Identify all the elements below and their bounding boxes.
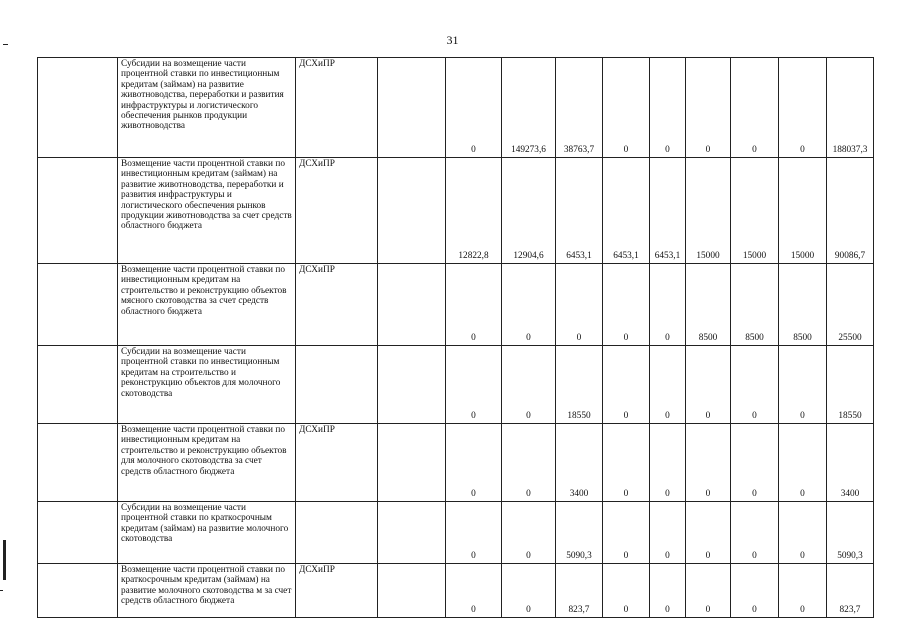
blank-cell (378, 424, 446, 502)
total-value-cell: 3400 (827, 424, 874, 502)
value-cell: 0 (731, 58, 779, 158)
blank-cell (38, 502, 118, 564)
value-cell: 5090,3 (556, 502, 603, 564)
blank-cell (38, 58, 118, 158)
blank-cell (378, 264, 446, 346)
value-cell: 12822,8 (446, 158, 502, 264)
value-cell: 0 (650, 424, 686, 502)
value-cell: 0 (731, 346, 779, 424)
description-cell: Возмещение части процентной ставки по краткосрочным кредитам (займам) на развитие молочного скотоводства м за счет средств областного бюджета (118, 564, 296, 618)
value-cell: 12904,6 (502, 158, 556, 264)
value-cell: 0 (779, 58, 827, 158)
organization-cell: ДСХиПР (296, 564, 378, 618)
value-cell: 0 (502, 264, 556, 346)
value-cell: 0 (446, 264, 502, 346)
value-cell: 6453,1 (603, 158, 650, 264)
value-cell: 8500 (686, 264, 731, 346)
total-value-cell: 25500 (827, 264, 874, 346)
blank-cell (38, 158, 118, 264)
value-cell: 0 (650, 264, 686, 346)
total-value-cell: 5090,3 (827, 502, 874, 564)
blank-cell (38, 346, 118, 424)
blank-cell (378, 564, 446, 618)
value-cell: 8500 (779, 264, 827, 346)
scan-mark (3, 44, 8, 45)
value-cell: 0 (686, 564, 731, 618)
organization-cell (296, 346, 378, 424)
blank-cell (38, 264, 118, 346)
total-value-cell: 18550 (827, 346, 874, 424)
total-value-cell: 90086,7 (827, 158, 874, 264)
blank-cell (378, 58, 446, 158)
value-cell: 15000 (731, 158, 779, 264)
value-cell: 0 (686, 346, 731, 424)
organization-cell: ДСХиПР (296, 264, 378, 346)
page-number: 31 (446, 33, 459, 47)
blank-cell (378, 346, 446, 424)
organization-cell: ДСХиПР (296, 424, 378, 502)
description-cell: Субсидии на возмещение части процентной ставки по инвестиционным кредитам (займам) на развитие животноводства, переработки и развития инфраструктуры и логистического обеспечения рынков продукции животноводства (118, 58, 296, 158)
value-cell: 0 (603, 346, 650, 424)
table-row (38, 158, 874, 264)
value-cell: 0 (650, 346, 686, 424)
value-cell: 0 (603, 424, 650, 502)
value-cell: 0 (603, 502, 650, 564)
value-cell: 0 (446, 424, 502, 502)
value-cell: 0 (446, 58, 502, 158)
scan-mark (0, 590, 3, 591)
value-cell: 3400 (556, 424, 603, 502)
organization-cell: ДСХиПР (296, 158, 378, 264)
blank-cell (378, 158, 446, 264)
value-cell: 0 (686, 58, 731, 158)
value-cell: 0 (502, 424, 556, 502)
value-cell: 0 (502, 502, 556, 564)
value-cell: 15000 (779, 158, 827, 264)
table-row (38, 424, 874, 502)
value-cell: 0 (779, 424, 827, 502)
value-cell: 15000 (686, 158, 731, 264)
blank-cell (38, 424, 118, 502)
blank-cell (378, 502, 446, 564)
value-cell: 0 (446, 346, 502, 424)
value-cell: 823,7 (556, 564, 603, 618)
description-cell: Субсидии на возмещение части процентной ставки по краткосрочным кредитам (займам) на развитие молочного скотоводства (118, 502, 296, 564)
table-row (38, 58, 874, 158)
value-cell: 0 (731, 424, 779, 502)
value-cell: 0 (502, 346, 556, 424)
scan-mark (3, 540, 6, 580)
value-cell: 38763,7 (556, 58, 603, 158)
value-cell: 0 (603, 264, 650, 346)
value-cell: 0 (650, 564, 686, 618)
description-cell: Возмещение части процентной ставки по инвестиционным кредитам на строительство и реконструкцию объектов мясного скотоводства за счет средств областного бюджета (118, 264, 296, 346)
organization-cell (296, 502, 378, 564)
value-cell: 0 (686, 424, 731, 502)
description-cell: Возмещение части процентной ставки по инвестиционным кредитам (займам) на развитие животноводства, переработки и развития инфраструктуры и логистического обеспечения рынков продукции животноводства за счет средств областного бюджета (118, 158, 296, 264)
value-cell: 0 (603, 564, 650, 618)
value-cell: 6453,1 (556, 158, 603, 264)
blank-cell (38, 564, 118, 618)
value-cell: 0 (731, 502, 779, 564)
table-row (38, 502, 874, 564)
value-cell: 0 (731, 564, 779, 618)
value-cell: 149273,6 (502, 58, 556, 158)
value-cell: 0 (502, 564, 556, 618)
value-cell: 0 (650, 502, 686, 564)
value-cell: 0 (556, 264, 603, 346)
description-cell: Субсидии на возмещение части процентной ставки по инвестиционным кредитам на строительство и реконструкцию объектов для молочного скотоводства (118, 346, 296, 424)
value-cell: 18550 (556, 346, 603, 424)
table-row (38, 264, 874, 346)
table-row (38, 346, 874, 424)
value-cell: 0 (446, 564, 502, 618)
value-cell: 0 (650, 58, 686, 158)
total-value-cell: 823,7 (827, 564, 874, 618)
budget-table (37, 57, 874, 618)
value-cell: 0 (779, 502, 827, 564)
value-cell: 0 (779, 564, 827, 618)
value-cell: 0 (603, 58, 650, 158)
table-row (38, 564, 874, 618)
value-cell: 0 (779, 346, 827, 424)
value-cell: 8500 (731, 264, 779, 346)
total-value-cell: 188037,3 (827, 58, 874, 158)
organization-cell: ДСХиПР (296, 58, 378, 158)
description-cell: Возмещение части процентной ставки по инвестиционным кредитам на строительство и реконструкцию объектов для молочного скотоводства за счет средств областного бюджета (118, 424, 296, 502)
value-cell: 0 (686, 502, 731, 564)
value-cell: 6453,1 (650, 158, 686, 264)
value-cell: 0 (446, 502, 502, 564)
